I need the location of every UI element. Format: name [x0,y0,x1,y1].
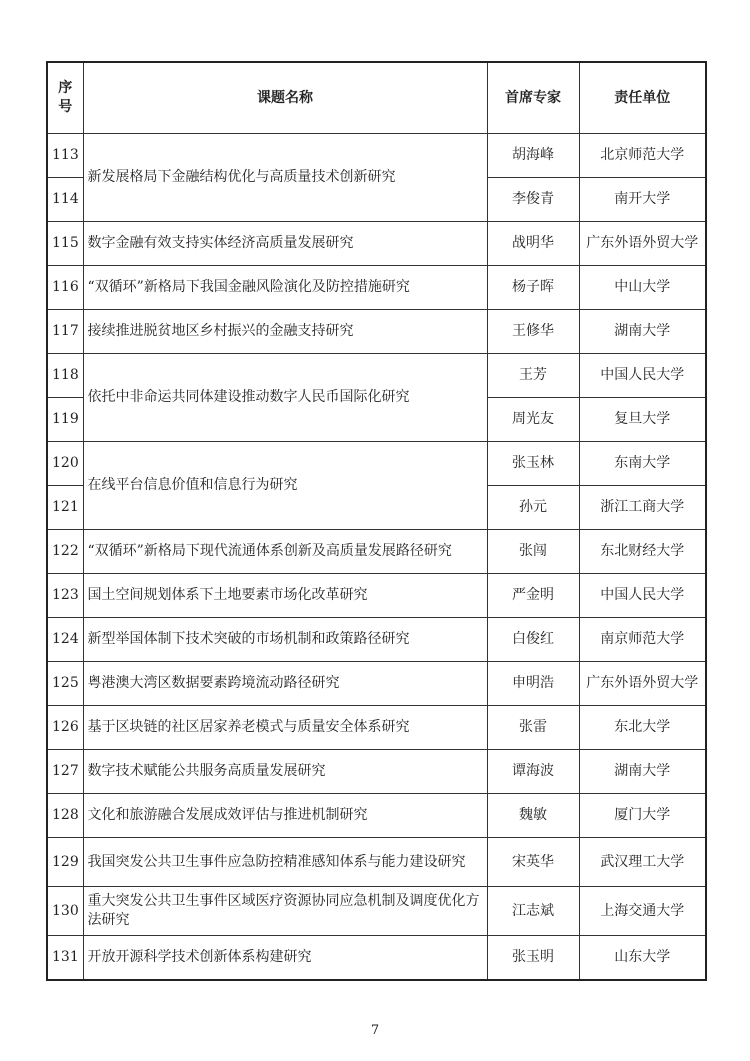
row-no: 114 [47,178,83,222]
row-expert: 孙元 [487,486,579,530]
row-no: 125 [47,662,83,706]
row-no: 119 [47,398,83,442]
row-title: 国土空间规划体系下土地要素市场化改革研究 [83,574,487,618]
row-unit: 广东外语外贸大学 [579,222,706,266]
table-row [47,706,706,750]
row-no: 121 [47,486,83,530]
row-no: 113 [47,134,83,178]
row-expert: 张雷 [487,706,579,750]
row-expert: 周光友 [487,398,579,442]
row-expert: 申明浩 [487,662,579,706]
header-expert: 首席专家 [487,62,579,134]
row-expert: 张玉明 [487,936,579,981]
row-unit: 浙江工商大学 [579,486,706,530]
table-row [47,222,706,266]
table-row [47,530,706,574]
row-title: 依托中非命运共同体建设推动数字人民币国际化研究 [83,354,487,442]
row-title: “双循环”新格局下现代流通体系创新及高质量发展路径研究 [83,530,487,574]
table-row [47,750,706,794]
row-title: 文化和旅游融合发展成效评估与推进机制研究 [83,794,487,838]
row-no: 117 [47,310,83,354]
table-row [47,134,706,178]
table-row [47,442,706,486]
row-expert: 江志斌 [487,887,579,936]
row-unit: 中国人民大学 [579,354,706,398]
row-unit: 东北财经大学 [579,530,706,574]
row-unit: 北京师范大学 [579,134,706,178]
row-no: 115 [47,222,83,266]
header-title: 课题名称 [83,62,487,134]
table-row [47,354,706,398]
page-number: 7 [370,1023,380,1038]
table-row [47,662,706,706]
header-row [47,62,706,134]
row-title: 重大突发公共卫生事件区域医疗资源协同应急机制及调度优化方法研究 [83,887,487,936]
row-expert: 张闯 [487,530,579,574]
row-unit: 中山大学 [579,266,706,310]
project-table [46,61,707,981]
row-title: “双循环”新格局下我国金融风险演化及防控措施研究 [83,266,487,310]
row-no: 123 [47,574,83,618]
row-expert: 谭海波 [487,750,579,794]
table-row [47,266,706,310]
table-row [47,310,706,354]
header-unit: 责任单位 [579,62,706,134]
row-no: 130 [47,887,83,936]
row-expert: 严金明 [487,574,579,618]
table-row [47,936,706,981]
row-unit: 南京师范大学 [579,618,706,662]
row-title: 基于区块链的社区居家养老模式与质量安全体系研究 [83,706,487,750]
row-title: 开放开源科学技术创新体系构建研究 [83,936,487,981]
row-expert: 战明华 [487,222,579,266]
row-unit: 东南大学 [579,442,706,486]
row-unit: 上海交通大学 [579,887,706,936]
row-no: 126 [47,706,83,750]
row-no: 128 [47,794,83,838]
table-row [47,574,706,618]
table-row [47,838,706,887]
row-unit: 中国人民大学 [579,574,706,618]
row-expert: 魏敏 [487,794,579,838]
row-title: 数字技术赋能公共服务高质量发展研究 [83,750,487,794]
row-title: 在线平台信息价值和信息行为研究 [83,442,487,530]
row-expert: 白俊红 [487,618,579,662]
row-title: 粤港澳大湾区数据要素跨境流动路径研究 [83,662,487,706]
table-row [47,794,706,838]
row-unit: 东北大学 [579,706,706,750]
row-no: 131 [47,936,83,981]
row-no: 127 [47,750,83,794]
row-no: 122 [47,530,83,574]
row-expert: 李俊青 [487,178,579,222]
row-title: 数字金融有效支持实体经济高质量发展研究 [83,222,487,266]
row-unit: 广东外语外贸大学 [579,662,706,706]
table-row [47,618,706,662]
header-no: 序号 [47,62,83,134]
row-title: 新发展格局下金融结构优化与高质量技术创新研究 [83,134,487,222]
row-expert: 杨子晖 [487,266,579,310]
row-unit: 湖南大学 [579,310,706,354]
row-unit: 厦门大学 [579,794,706,838]
row-no: 116 [47,266,83,310]
row-expert: 王修华 [487,310,579,354]
row-expert: 王芳 [487,354,579,398]
row-expert: 张玉林 [487,442,579,486]
row-expert: 胡海峰 [487,134,579,178]
row-title: 新型举国体制下技术突破的市场机制和政策路径研究 [83,618,487,662]
row-unit: 湖南大学 [579,750,706,794]
table-row [47,887,706,936]
row-title: 我国突发公共卫生事件应急防控精准感知体系与能力建设研究 [83,838,487,887]
row-unit: 武汉理工大学 [579,838,706,887]
row-unit: 复旦大学 [579,398,706,442]
row-no: 129 [47,838,83,887]
row-unit: 山东大学 [579,936,706,981]
row-no: 118 [47,354,83,398]
row-title: 接续推进脱贫地区乡村振兴的金融支持研究 [83,310,487,354]
row-expert: 宋英华 [487,838,579,887]
row-unit: 南开大学 [579,178,706,222]
row-no: 124 [47,618,83,662]
row-no: 120 [47,442,83,486]
